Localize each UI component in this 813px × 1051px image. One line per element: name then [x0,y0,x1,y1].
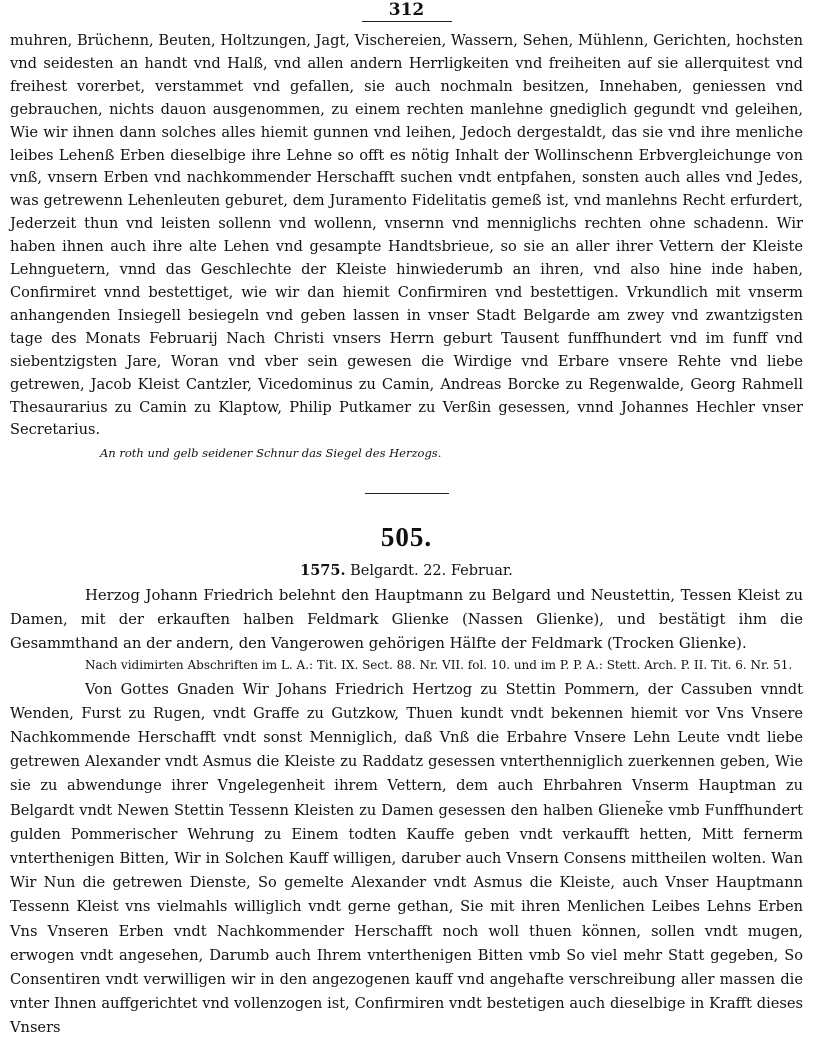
header-rule [362,21,452,22]
document-year: 1575. [300,562,346,580]
document-number: 505. [380,522,433,553]
document-sources: Nach vidimirten Abschriften im L. A.: Tit. IX. Sect. 88. Nr. VII. fol. 10. und im P. P. A.: Stett. Arch. P. II. Tit. 6. Nr. 51. [85,658,793,673]
document-regest: Herzog Johann Friedrich belehnt den Hauptmann zu Belgard und Neustettin, Tessen Kleist zu Damen, mit der erkauften halben Feldmark Glienke (Nassen Glienke), und bestätigt ihm die Gesammthand an der andern, den Vangerowen gehörigen Hälfte der Feldmark (Trocken Glienke). [10,587,803,652]
document-date-line [10,562,803,580]
section-divider [365,493,449,494]
seal-note: An roth und gelb seidener Schnur das Siegel des Herzogs. [100,446,442,461]
charter-text: Von Gottes Gnaden Wir Johans Friedrich Hertzog zu Stettin Pommern, der Cassuben vnndt Wenden, Furst zu Rugen, vndt Graffe zu Gutzkow, Thuen kundt vndt bekennen hiemit vor Vns Vnsere Nachkommende Herschafft vndt sonst Menniglich, daß Vnß die Erbahre Vnsere Lehn Leute vndt liebe getrewen Alexander vndt Asmus die Kleiste zu Raddatz gesessen vnterthenniglich zuerkennen geben, Wie sie zu abwendunge ihrer Vngelegenheit ihrem Vettern, dem auch Ehrbahren Vnserm Hauptman zu Belgardt vndt Newen Stettin Tessenn Kleisten zu Damen gesessen den halben Glienek̃e vmb Funffhundert gulden Pommerischer Wehrung zu Einem todten Kauffe geben vndt verkaufft hetten, Mitt fernerm vnterthenigen Bitten, Wir in Solchen Kauff willigen, daruber auch Vnsern Consens mittheilen wolten. Wan Wir Nun die getrewen Dienste, So gemelte Alexander vndt Asmus die Kleiste, auch Vnser Hauptmann Tessenn Kleist vns vielmahls williglich vndt gerne gethan, Sie mit ihren Menlichen Leibes Lehns Erben Vns Vnseren Erben vndt Nachkommender Herschafft noch woll thuen können, sollen vndt mugen, erwogen vndt angesehen, Darumb auch Ihrem vnterthenigen Bitten vmb So viel mehr Statt gegeben, So Consentiren vndt verwilligen wir in den angezogenen kauff vnd angehafte verschreibung aller massen die vnter Ihnen auffgerichtet vnd vollenzogen ist, Confirmiren vndt bestetigen auch dieselbige in Krafft dieses Vnsers [10,680,803,1037]
previous-charter-text: muhren, Brüchenn, Beuten, Holtzungen, Jagt, Vischereien, Wassern, Sehen, Mühlenn, Gerichten, hochsten vnd seidesten an handt vnd Halß, vnd allen andern Herrligkeiten vnd freiheiten auf sie allerquitest vnd freihest vorerbet, verstammet vnd gefallen, sie auch nochmaln besitzen, Innehaben, geniessen vnd gebrauchen, nichts dauon ausgenommen, zu einem rechten manlehne gnediglich gegundt vnd geleihen, Wie wir ihnen dann solches alles hiemit gunnen vnd leihen, Jedoch dergestaldt, das sie vnd ihre menliche leibes Lehenß Erben dieselbige ihre Lehne so offt es nötig Inhalt der Wollinschenn Erbvergleichunge von vnß, vnsern Erben vnd nachkommender Herschafft suchen vndt entpfahen, sonsten auch alles vnd Jedes, was getrewenn Lehenleuten geburet, dem Juramento Fidelitatis gemeß ist, vnd manlehns Recht erfurdert, Jederzeit thun vnd leisten sollenn vnd wollenn, vnsernn vnd menniglichs rechten ohne schadenn. Wir haben ihnen auch ihre alte Lehen vnd gesampte Handtsbrieue, so sie an aller ihrer Vettern der Kleiste Lehnguetern, vnnd das Geschlechte der Kleiste hinwiederumb an ihren, vnd also hine inde haben, Confirmiret vnnd bestettiget, wie wir dan hiemit Confirmiren vnd bestettigen. Vrkundlich mit vnserm anhangenden Insiegell besiegeln vnd geben lassen in vnser Stadt Belgarde am zwey vnd zwantzigsten tage des Monats Februarij Nach Christi vnsers Herrn geburt Tausent funffhundert vnd im funff vnd siebentzigsten Jare, Woran vnd vber sein gewesen die Wirdige vnd Erbare vnsere Rehte vnd liebe getrewen, Jacob Kleist Cantzler, Vicedominus zu Camin, Andreas Borcke zu Regenwalde, Georg Rahmell Thesaurarius zu Camin zu Klaptow, Philip Putkamer zu Verßin gesessen, vnnd Johannes Hechler vnser Secretarius. [10,32,803,439]
document-place-date: Belgardt. 22. Februar. [350,563,513,580]
page-number: 312 [388,0,425,20]
